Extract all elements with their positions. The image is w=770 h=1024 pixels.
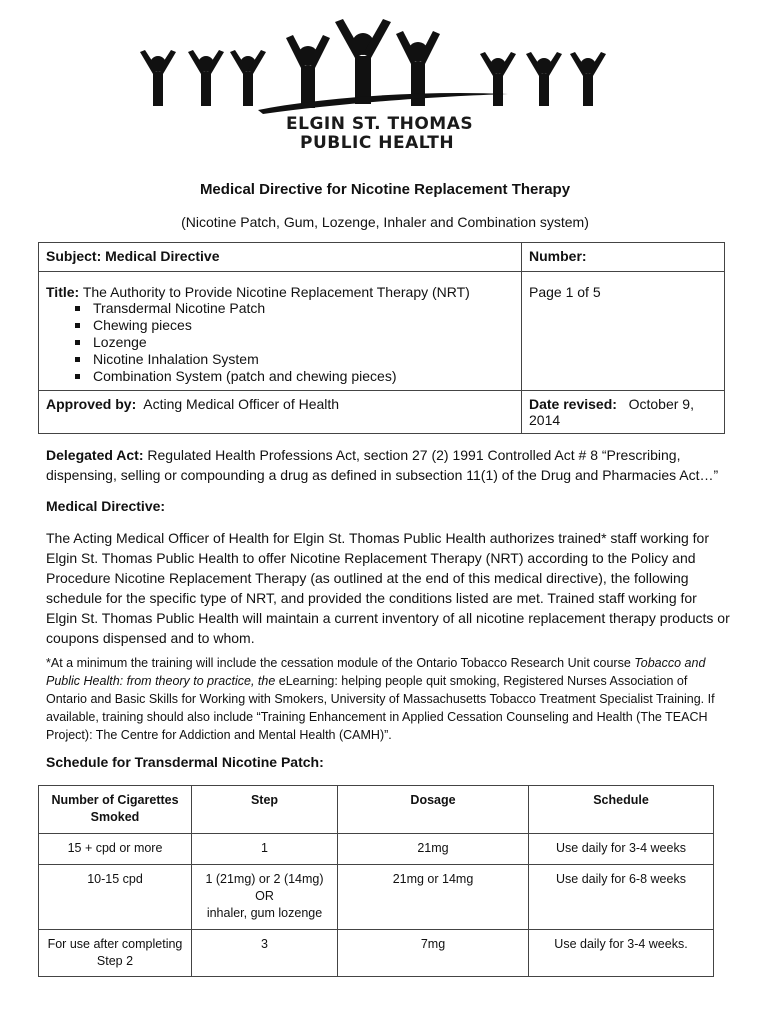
info-row-title (39, 272, 725, 391)
schedule-heading: Schedule for Transdermal Nicotine Patch: (46, 754, 324, 770)
cell-schedule: Use daily for 3-4 weeks (529, 834, 714, 865)
directive-info-table (38, 242, 725, 434)
nrt-type-list (46, 300, 514, 385)
column-header: Schedule (529, 786, 714, 834)
cell-step: 1 (192, 834, 338, 865)
list-item: Transdermal Nicotine Patch (75, 300, 514, 317)
cell-dosage: 7mg (338, 930, 529, 977)
medical-directive-body: The Acting Medical Officer of Health for Elgin St. Thomas Public Health authorizes trained* staff working for Elgin St. Thomas Public Health to offer Nicotine Replacement Therapy (NRT) according to the Policy and Procedure Nicotine Replacement Therapy (as outlined at the end of this medical directive), the following schedule for the specific type of NRT, and provided the conditions listed are met. Trained staff working for Elgin St. Thomas Public Health will maintain a current inventory of all nicotine replacement therapy products or coupons dispensed and to whom. (46, 530, 730, 646)
title-label: Title: (46, 284, 80, 300)
document-subtitle: (Nicotine Patch, Gum, Lozenge, Inhaler and Combination system) (181, 214, 589, 230)
cell-cigarettes: For use after completing Step 2 (39, 930, 192, 977)
table-header-row (39, 786, 714, 834)
patch-schedule-table (38, 785, 714, 977)
approved-value: Acting Medical Officer of Health (143, 396, 340, 412)
date-value: October 9, 2014 (529, 396, 694, 428)
org-name-line2: PUBLIC HEALTH (300, 133, 455, 153)
training-note-part1: *At a minimum the training will include the cessation module of the Ontario Tobacco Research Unit course (46, 656, 635, 670)
delegated-act (46, 445, 736, 485)
cell-dosage: 21mg (338, 834, 529, 865)
document-title: Medical Directive for Nicotine Replacement Therapy (199, 181, 571, 198)
date-cell (522, 391, 725, 434)
info-row-subject (39, 243, 725, 272)
column-header: Dosage (338, 786, 529, 834)
cell-schedule: Use daily for 3-4 weeks. (529, 930, 714, 977)
subject-cell: Subject: Medical Directive (39, 243, 522, 272)
training-note-part2: eLearning: helping people quit smoking, Registered Nurses Association of Ontario and Basic Skills for Working with Smokers, University of Massachusetts Tobacco Treatment Specialist Training. If available, training should also include “Training Enhancement in Applied Cessation Counseling and Health (The TEACH Project): The Centre for Addiction and Mental Health (CAMH)”. (46, 674, 715, 742)
page-number: Page 1 of 5 (522, 272, 725, 391)
column-header: Step (192, 786, 338, 834)
step-or: OR (255, 889, 274, 903)
delegated-act-label: Delegated Act: (46, 447, 144, 463)
medical-directive-heading: Medical Directive: (46, 498, 166, 514)
number-label: Number: (522, 243, 725, 272)
column-header: Number of Cigarettes Smoked (39, 786, 192, 834)
org-logo (118, 14, 628, 154)
cell-schedule: Use daily for 6-8 weeks (529, 865, 714, 930)
list-item: Lozenge (75, 334, 514, 351)
cell-step (192, 865, 338, 930)
training-note (46, 654, 726, 744)
cell-dosage: 21mg or 14mg (338, 865, 529, 930)
training-note-italic: Tobacco and Public Health: from theory to practice, the (46, 656, 706, 688)
delegated-act-text: Regulated Health Professions Act, section 27 (2) 1991 Controlled Act # 8 “Prescribing, dispensing, selling or compounding a drug as defined in subsection 11(1) of the Drug and Pharmacies Act…” (46, 447, 719, 483)
approved-label: Approved by: (46, 396, 137, 412)
cell-cigarettes: 10-15 cpd (39, 865, 192, 930)
cell-cigarettes: 15 + cpd or more (39, 834, 192, 865)
title-value: The Authority to Provide Nicotine Replacement Therapy (NRT) (82, 284, 470, 300)
org-name-line1: ELGIN ST. THOMAS (286, 114, 474, 134)
list-item: Combination System (patch and chewing pieces) (75, 368, 514, 385)
list-item: Chewing pieces (75, 317, 514, 334)
title-line (46, 284, 514, 300)
step-option-1: 1 (21mg) or 2 (14mg) (205, 872, 324, 886)
step-option-2: inhaler, gum lozenge (206, 906, 323, 920)
date-label: Date revised: (529, 396, 617, 412)
approved-cell (39, 391, 522, 434)
cell-step: 3 (192, 930, 338, 977)
title-cell (39, 272, 522, 391)
info-row-approval (39, 391, 725, 434)
table-row (39, 865, 714, 930)
list-item: Nicotine Inhalation System (75, 351, 514, 368)
table-row (39, 834, 714, 865)
table-row (39, 930, 714, 977)
